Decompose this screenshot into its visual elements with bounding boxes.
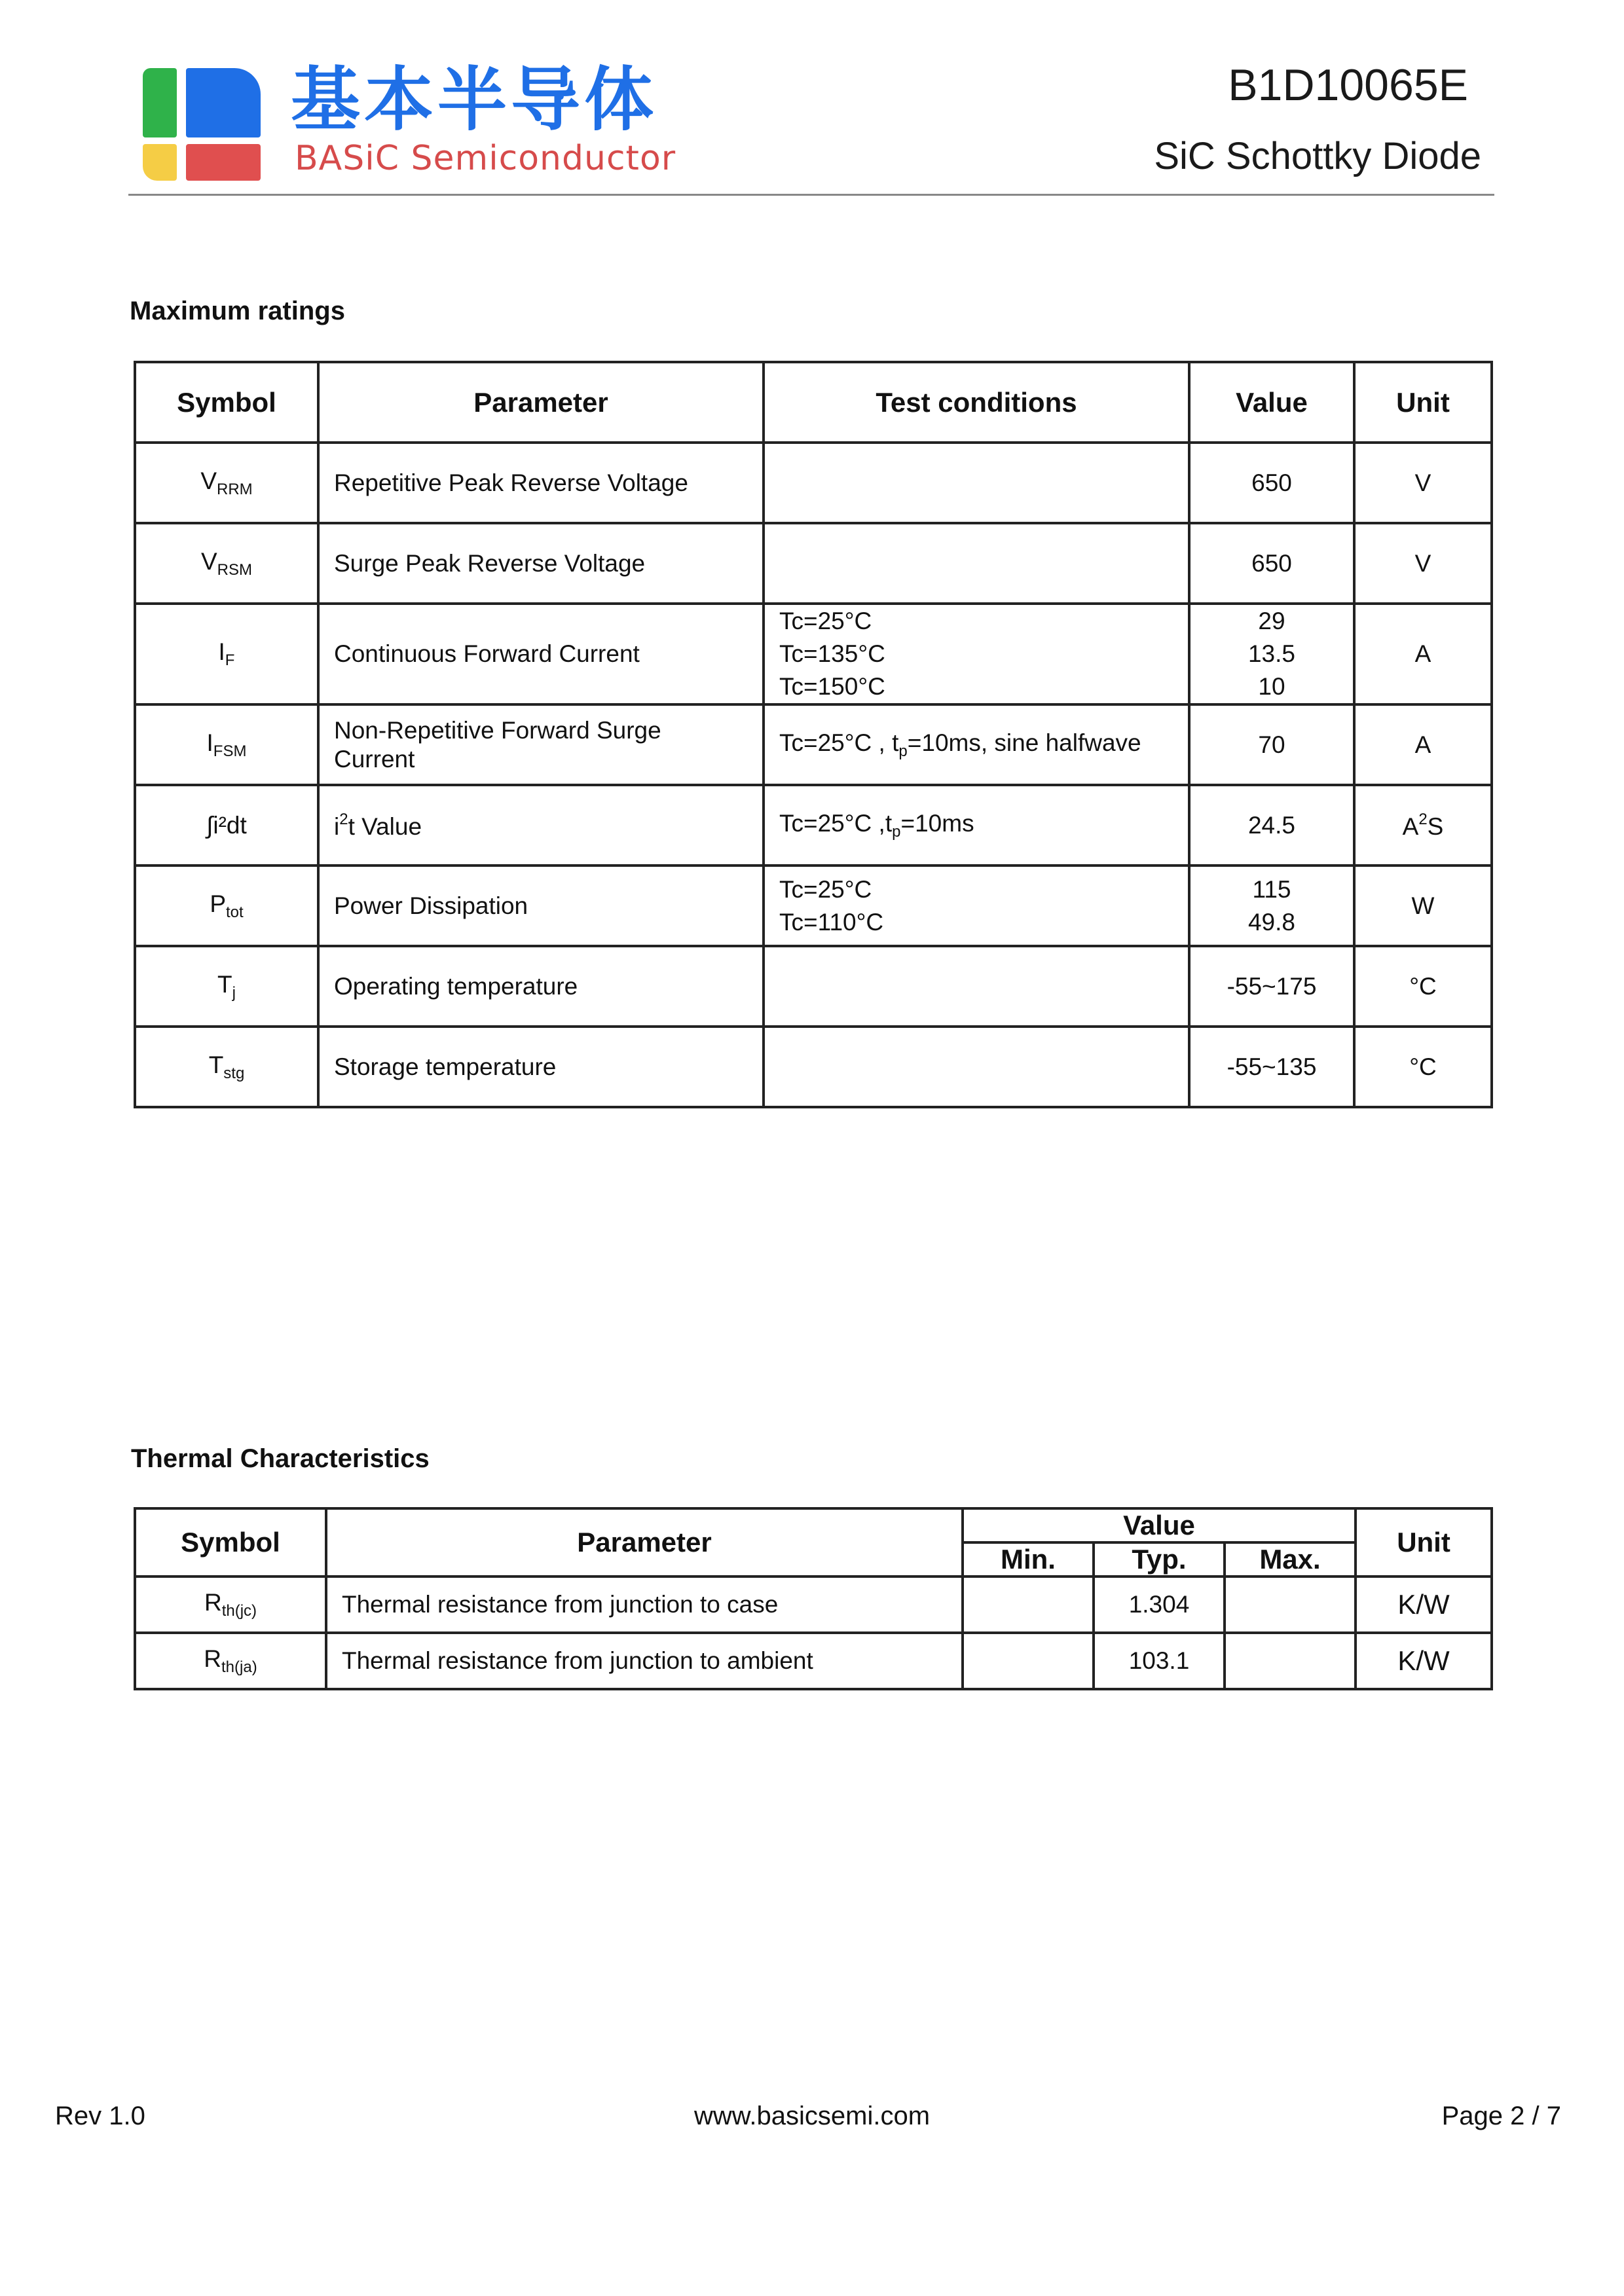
footer-website (0, 2103, 1624, 2129)
parameter-cell: Thermal resistance from junction to ambient (326, 1633, 963, 1689)
logo-yellow-block (143, 144, 177, 181)
parameter-cell: Thermal resistance from junction to case (326, 1576, 963, 1633)
conditions-cell: Tc=25°C $,t_p=10ms$ (764, 785, 1189, 866)
unit-cell: K/W (1356, 1633, 1492, 1689)
max-cell (1225, 1576, 1356, 1633)
parameter-cell: Storage temperature (318, 1027, 764, 1107)
parameter-cell: $i^2t$ Value (318, 785, 764, 866)
min-cell (963, 1633, 1094, 1689)
value-cell: -55~135 (1189, 1027, 1354, 1107)
website-link[interactable]: www.basicsemi.com (693, 2102, 931, 2130)
value-cell: 29 13.5 10 (1189, 604, 1354, 704)
thermal-table (134, 1507, 1493, 1690)
symbol-cell: $I_{FSM}$ (135, 704, 318, 785)
table-row (135, 866, 1492, 946)
unit-cell: °C (1354, 1027, 1492, 1107)
value-cell: -55~175 (1189, 946, 1354, 1027)
table-row (135, 1027, 1492, 1107)
table-row (135, 1633, 1492, 1689)
unit-cell: °C (1354, 946, 1492, 1027)
col-header-parameter: Parameter (318, 362, 764, 443)
col-header-parameter: Parameter (326, 1508, 963, 1576)
unit-cell: V (1354, 443, 1492, 523)
table-header-row (135, 362, 1492, 443)
conditions-cell: Tc=25°C , $t_p=10ms$, sine halfwave (764, 704, 1189, 785)
symbol-cell: $V_{RRM}$ (135, 443, 318, 523)
parameter-cell: Power Dissipation (318, 866, 764, 946)
value-cell: 115 49.8 (1189, 866, 1354, 946)
table-row (135, 604, 1492, 704)
conditions-cell: Tc=25°C Tc=135°C Tc=150°C (764, 604, 1189, 704)
footer-page-number: Page 2 / 7 (1441, 2102, 1561, 2130)
table-row (135, 1576, 1492, 1633)
logo-blue-block (186, 68, 261, 137)
min-cell (963, 1576, 1094, 1633)
company-logo (143, 68, 261, 181)
table-row (135, 443, 1492, 523)
value-cell: 650 (1189, 443, 1354, 523)
symbol-cell: ∫i²dt (135, 785, 318, 866)
col-header-max: Max. (1225, 1542, 1356, 1576)
value-cell: 24.5 (1189, 785, 1354, 866)
col-header-unit: Unit (1354, 362, 1492, 443)
unit-cell: A (1354, 604, 1492, 704)
conditions-cell (764, 1027, 1189, 1107)
value-cell: 650 (1189, 523, 1354, 604)
max-ratings-title: Maximum ratings (130, 297, 345, 325)
logo-green-block (143, 68, 177, 137)
parameter-cell: Surge Peak Reverse Voltage (318, 523, 764, 604)
table-row (135, 946, 1492, 1027)
symbol-cell: $V_{RSM}$ (135, 523, 318, 604)
parameter-cell: Repetitive Peak Reverse Voltage (318, 443, 764, 523)
logo-red-block (186, 144, 261, 181)
col-header-value: Value (1189, 362, 1354, 443)
symbol-cell: $R_{th(jc)}$ (135, 1576, 326, 1633)
unit-cell: V (1354, 523, 1492, 604)
col-header-min: Min. (963, 1542, 1094, 1576)
part-number: B1D10065E (1228, 60, 1468, 110)
thermal-title: Thermal Characteristics (131, 1444, 430, 1473)
brand-name-english: BASiC Semiconductor (295, 139, 676, 178)
typ-cell: 1.304 (1094, 1576, 1225, 1633)
parameter-cell: Continuous Forward Current (318, 604, 764, 704)
table-header-row (135, 1508, 1492, 1542)
footer-revision: Rev 1.0 (55, 2102, 145, 2130)
part-description: SiC Schottky Diode (1154, 135, 1481, 177)
table-row (135, 523, 1492, 604)
conditions-cell (764, 523, 1189, 604)
table-row (135, 785, 1492, 866)
col-header-unit: Unit (1356, 1508, 1492, 1576)
max-ratings-table (134, 361, 1493, 1108)
parameter-cell: Operating temperature (318, 946, 764, 1027)
symbol-cell: $T_j$ (135, 946, 318, 1027)
conditions-cell (764, 443, 1189, 523)
symbol-cell: $R_{th(ja)}$ (135, 1633, 326, 1689)
unit-cell: $A^2S$ (1354, 785, 1492, 866)
table-row (135, 704, 1492, 785)
col-header-conditions: Test conditions (764, 362, 1189, 443)
symbol-cell: $P_{tot}$ (135, 866, 318, 946)
unit-cell: A (1354, 704, 1492, 785)
typ-cell: 103.1 (1094, 1633, 1225, 1689)
col-header-typ: Typ. (1094, 1542, 1225, 1576)
col-header-symbol: Symbol (135, 362, 318, 443)
symbol-cell: $I_F$ (135, 604, 318, 704)
col-header-value: Value (963, 1508, 1356, 1542)
unit-cell: K/W (1356, 1576, 1492, 1633)
parameter-cell: Non-Repetitive Forward Surge Current (318, 704, 764, 785)
conditions-cell (764, 946, 1189, 1027)
col-header-symbol: Symbol (135, 1508, 326, 1576)
brand-name-chinese: 基本半导体 (291, 60, 657, 140)
symbol-cell: $T_{stg}$ (135, 1027, 318, 1107)
max-cell (1225, 1633, 1356, 1689)
unit-cell: W (1354, 866, 1492, 946)
value-cell: 70 (1189, 704, 1354, 785)
header-divider (128, 194, 1494, 196)
conditions-cell: Tc=25°C Tc=110°C (764, 866, 1189, 946)
